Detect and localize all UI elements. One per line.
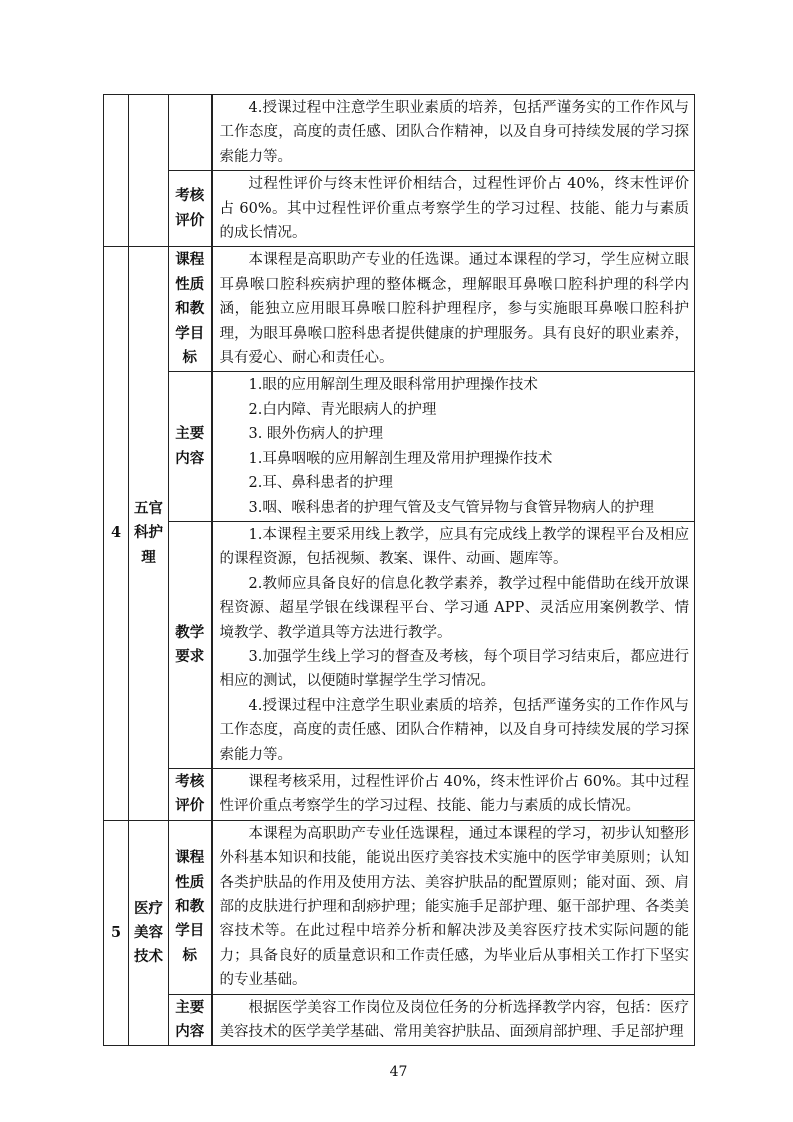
req-cell [212, 521, 695, 768]
table-row [104, 247, 695, 372]
label-cell-empty [169, 95, 212, 171]
content-item: 2.耳、鼻科患者的护理 [248, 475, 393, 492]
prev-assess-text: 过程性评价与终末性评价相结合，过程性评价占 40%，终末性评价占 60%。其中过程性评价重点考察学生的学习过程、技能、能力与素质的成长情况。 [219, 176, 689, 242]
nature-text: 本课程为高职助产专业任选课程，通过本课程的学习，初步认知整形外科基本知识和技能，能说出医疗美容技术实施中的医学审美原则；认知各类护肤品的作用及使用方法、美容护肤品的配置原则；能对面、颈、肩部的皮肤进行护理和刮痧护理；能实施手足部护理、躯干部护理、各类美容技术等。在此过程中培养分析和解决涉及美容医疗技术实际问题的能力；具备良好的质量意识和工作责任感，为毕业后从事相关工作打下坚实的专业基础。 [219, 825, 689, 989]
course-number: 4 [104, 247, 129, 820]
content-text: 根据医学美容工作岗位及岗位任务的分析选择教学内容，包括：医疗美容技术的医学美学基础、常用美容护肤品、面颈肩部护理、手足部护理 [219, 999, 689, 1041]
nature-text: 本课程是高职助产专业的任选课。通过本课程的学习，学生应树立眼耳鼻喉口腔科疾病护理的整体概念，理解眼耳鼻喉口腔科护理的科学内涵，能独立应用眼耳鼻喉口腔科护理程序，参与实施眼耳鼻喉口腔科护理，为眼耳鼻喉口腔科患者提供健康的护理服务。具有良好的职业素养，具有爱心、耐心和责任心。 [219, 252, 689, 367]
assess-label: 考核评价 [169, 768, 212, 820]
req-item: 2.教师应具备良好的信息化教学素养，教学过程中能借助在线开放课程资源、超星学银在线课程平台、学习通 APP、灵活应用案例教学、情境教学、教学道具等方法进行教学。 [219, 575, 689, 641]
course-name: 五官科护理 [129, 247, 169, 820]
table-row [104, 95, 695, 171]
page-number: 47 [389, 1064, 408, 1081]
table-row [104, 768, 695, 820]
nature-label: 课程性质和教学目标 [169, 247, 212, 372]
course-table [103, 94, 695, 1046]
nature-cell [212, 820, 695, 994]
req-item: 3.加强学生线上学习的督查及考核，每个项目学习结束后，都应进行相应的测试，以便随时掌握学生学习情况。 [219, 648, 689, 690]
content-label: 主要内容 [169, 372, 212, 521]
table-row [104, 521, 695, 768]
course-name: 医疗美容技术 [129, 820, 169, 1046]
assess-text: 课程考核采用，过程性评价占 40%，终末性评价占 60%。其中过程性评价重点考察学生的学习过程、技能、能力与素质的成长情况。 [219, 773, 689, 815]
table-row [104, 372, 695, 521]
req-item: 4.授课过程中注意学生职业素质的培养，包括严谨务实的工作作风与工作态度，高度的责任感、团队合作精神，以及自身可持续发展的学习探索能力等。 [219, 697, 689, 763]
table-row [104, 820, 695, 994]
content-item: 2.白内障、青光眼病人的护理 [248, 401, 437, 418]
table-row [104, 171, 695, 247]
prev-req-cell [212, 95, 695, 171]
req-item: 1.本课程主要采用线上教学，应具有完成线上教学的课程平台及相应的课程资源，包括视频、教案、课件、动画、题库等。 [219, 526, 689, 568]
assess-cell [212, 768, 695, 820]
content-item: 1.眼的应用解剖生理及眼科常用护理操作技术 [248, 377, 538, 394]
course-number: 5 [104, 820, 129, 1046]
nature-label: 课程性质和教学目标 [169, 820, 212, 994]
content-cell [212, 372, 695, 521]
prev-assess-cell [212, 171, 695, 247]
name-cell-empty [129, 95, 169, 247]
prev-req-4: 4.授课过程中注意学生职业素质的培养，包括严谨务实的工作作风与工作态度，高度的责任感、团队合作精神，以及自身可持续发展的学习探索能力等。 [219, 100, 689, 165]
content-label: 主要内容 [169, 994, 212, 1046]
content-item: 1.耳鼻咽喉的应用解剖生理及常用护理操作技术 [248, 450, 553, 467]
content-item: 3.咽、喉科患者的护理气管及支气管异物与食管异物病人的护理 [248, 499, 654, 516]
req-label: 教学要求 [169, 521, 212, 768]
nature-cell [212, 247, 695, 372]
num-cell-empty [104, 95, 129, 247]
assess-label: 考核评价 [169, 171, 212, 247]
content-item: 3. 眼外伤病人的护理 [248, 426, 383, 443]
content-cell [212, 994, 695, 1046]
table-row [104, 994, 695, 1046]
